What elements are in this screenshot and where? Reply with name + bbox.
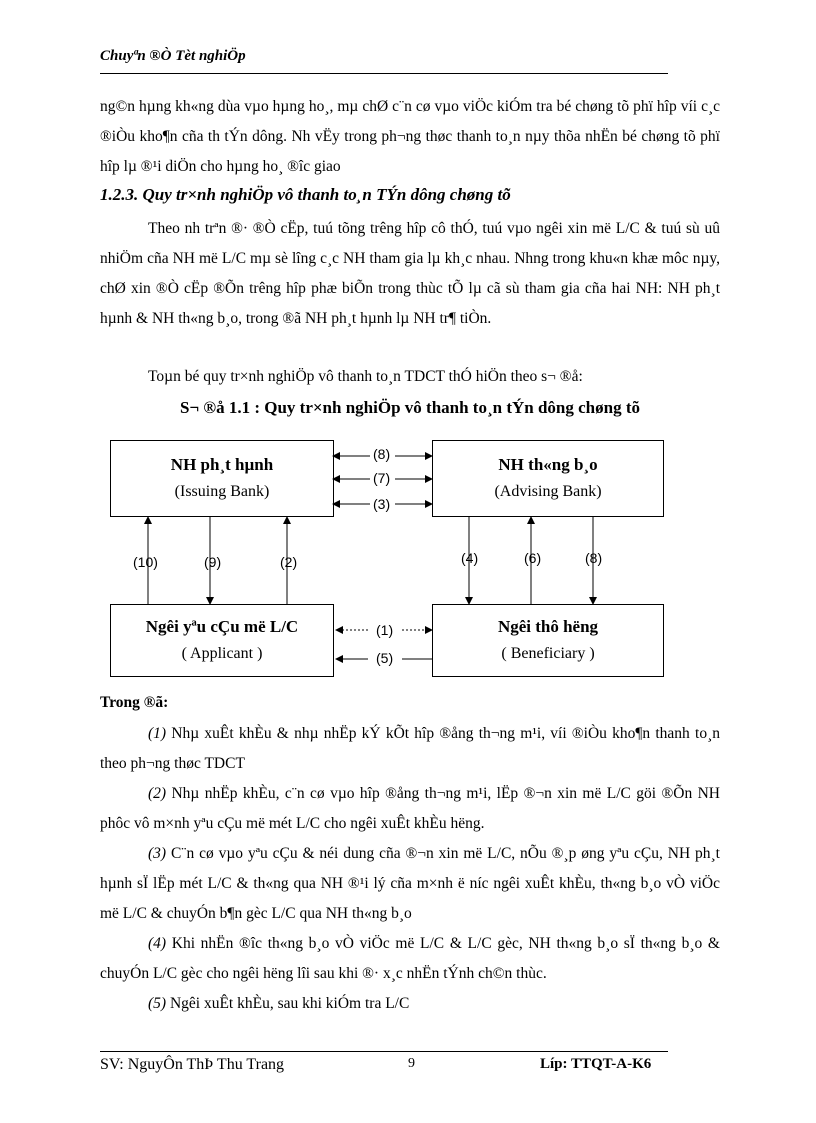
legend-num: (1) bbox=[148, 725, 167, 742]
advising-bank-subtitle: (Advising Bank) bbox=[494, 483, 602, 500]
legend-item: (1) Nhµ xuÊt khÈu & nhµ nhËp kÝ kÕt hîp ®ång th¬ng m¹i, víi ®iÒu kho¶n thanh to¸n theo ph¬ng thøc TDCT bbox=[100, 725, 720, 772]
issuing-bank-title: NH ph¸t hµnh bbox=[170, 455, 274, 474]
legend-num: (2) bbox=[148, 785, 167, 802]
label-8-top: (8) bbox=[373, 446, 391, 462]
label-10: (10) bbox=[133, 554, 158, 570]
intro-paragraph: ng©n hµng kh«ng dùa vµo hµng ho¸, mµ chØ c¨n cø vµo viÖc kiÓm tra bé chøng tõ phï hîp víi c¸c ®iÒu kho¶n cña th tÝn dông. Nh vËy trong ph¬ng thøc thanh to¸n nµy thõa nhËn bé chøng tõ phï hîp lµ ®¹i diÖn cho hµng ho¸ ®îc giao bbox=[100, 98, 720, 175]
applicant-title: Ngêi yªu cÇu më L/C bbox=[145, 617, 299, 636]
applicant-subtitle: ( Applicant ) bbox=[181, 645, 263, 662]
label-7-top: (7) bbox=[373, 470, 391, 486]
issuing-bank-subtitle: (Issuing Bank) bbox=[174, 483, 270, 500]
advising-bank-title: NH th«ng b¸o bbox=[498, 455, 598, 474]
legend-item: (5) Ngêi xuÊt khÈu, sau khi kiÓm tra L/C bbox=[148, 995, 410, 1012]
legend-num: (5) bbox=[148, 995, 167, 1012]
body-paragraph: Theo nh trªn ®· ®Ò cËp, tuú tõng trêng hîp cô thÓ, tuú vµo ngêi xin më L/C & tuú sù uû nhiÖm cña NH më L/C mµ sè lîng c¸c NH tham gia lµ kh¸c nhau. Nhng trong khu«n khæ môc nµy, chØ xin ®Ò cËp ®Õn trêng hîp phæ biÕn trong thùc tÕ lµ cã sù tham gia cña hai NH: NH ph¸t hµnh & NH th«ng b¸o, trong ®ã NH ph¸t hµnh lµ NH tr¶ tiÒn. bbox=[100, 220, 720, 327]
footer-rule bbox=[100, 1051, 668, 1052]
footer-page-number: 9 bbox=[408, 1056, 415, 1071]
legend-heading: Trong ®ã: bbox=[100, 694, 169, 711]
legend-item: (2) Nhµ nhËp khÈu, c¨n cø vµo hîp ®ång th¬ng m¹i, lËp ®¬n xin më L/C göi ®Õn NH phôc vô m×nh yªu cÇu më mét L/C cho ngêi xuÊt khÈu hëng. bbox=[100, 785, 720, 832]
label-3-top: (3) bbox=[373, 496, 391, 512]
advising-bank-box bbox=[432, 440, 664, 517]
label-5: (5) bbox=[376, 650, 394, 666]
footer-student: SV: NguyÔn ThÞ Thu Trang bbox=[100, 1056, 285, 1073]
legend-num: (4) bbox=[148, 935, 167, 952]
issuing-bank-box bbox=[110, 440, 334, 517]
label-6: (6) bbox=[524, 550, 542, 566]
legend-item: (3) C¨n cø vµo yªu cÇu & néi dung cña ®¬n xin më L/C, nÕu ®¸p øng yªu cÇu, NH ph¸t hµnh sÏ lËp mét L/C & th«ng qua NH ®¹i lý cña m×nh ë níc ngêi xuÊt khÈu, th«ng b¸o vÒ viÖc më L/C & chuyÓn b¶n gèc L/C qua NH th«ng b¸o bbox=[100, 845, 720, 922]
section-heading: 1.2.3. Quy tr×nh nghiÖp vô thanh to¸n TÝn dông chøng tõ bbox=[100, 185, 511, 204]
beneficiary-title: Ngêi thô hëng bbox=[497, 617, 599, 636]
label-4: (4) bbox=[461, 550, 479, 566]
beneficiary-subtitle: ( Beneficiary ) bbox=[501, 645, 595, 662]
label-2: (2) bbox=[280, 554, 298, 570]
label-1: (1) bbox=[376, 622, 394, 638]
legend-item: (4) Khi nhËn ®îc th«ng b¸o vÒ viÖc më L/C & L/C gèc, NH th«ng b¸o sÏ th«ng b¸o & chuyÓn L/C gèc cho ngêi hëng lîi sau khi ®· x¸c nhËn tÝnh ch©n thùc. bbox=[100, 935, 720, 982]
label-8-right: (8) bbox=[585, 550, 603, 566]
applicant-box bbox=[110, 604, 334, 677]
footer-class: Líp: TTQT-A-K6 bbox=[540, 1056, 652, 1072]
beneficiary-box bbox=[432, 604, 664, 677]
legend-num: (3) bbox=[148, 845, 167, 862]
figure-caption: S¬ ®å 1.1 : Quy tr×nh nghiÖp vô thanh to¸n tÝn dông chøng tõ bbox=[179, 398, 640, 417]
body-paragraph: Toµn bé quy tr×nh nghiÖp vô thanh to¸n TDCT thÓ hiÖn theo s¬ ®å: bbox=[148, 368, 583, 385]
label-9: (9) bbox=[204, 554, 222, 570]
header-title: Chuyªn ®Ò Tèt nghiÖp bbox=[100, 48, 246, 64]
